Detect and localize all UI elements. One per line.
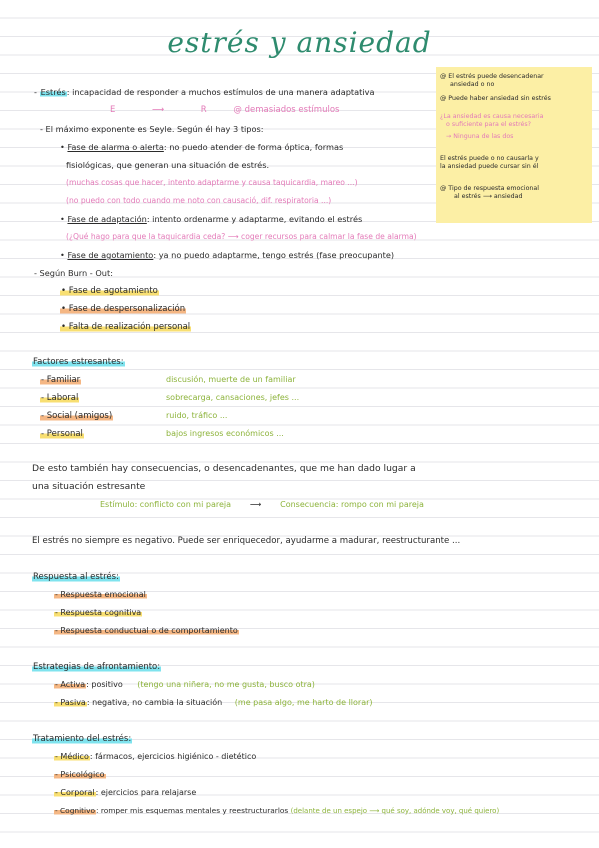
phase-alarma-example: (no puedo con todo cuando me noto con causació, dif. respiratoria ...) [66, 196, 332, 205]
burnout-heading: - Según Burn - Out: [34, 268, 113, 278]
phase-agotamiento-def: : ya no puedo adaptarme, tengo estrés (fase preocupante) [153, 250, 395, 260]
estres-formula [110, 104, 339, 116]
sticky-line: @ Tipo de respuesta emocional [440, 185, 540, 192]
estres-negativo-text: El estrés no siempre es negativo. Puede ser enriquecedor, ayudarme a madurar, reestructurante ... [32, 536, 461, 546]
page-title: estrés y ansiedad [167, 26, 432, 59]
phase-adaptacion-example: (¿Qué hago para que la taquicardia ceda? ⟶ coger recursos para calmar la fase de alarma) [66, 232, 417, 241]
estimulo-text: Estímulo: conflicto con mi pareja [100, 500, 232, 509]
factor-example: bajos ingresos económicos ... [166, 429, 284, 438]
sticky-line: → Ninguna de las dos [446, 133, 514, 140]
phase-agotamiento-term: Fase de agotamiento [67, 250, 154, 260]
factor-label: - Personal [41, 429, 83, 439]
phase-alarma-example: (muchas cosas que hacer, intento adaptarme y causa taquicardia, mareo ...) [66, 178, 358, 187]
tratamiento-item: - Cognitivo: romper mis esquemas mentales y reestructurarlos (delante de un espejo ⟶ qué soy, adónde voy, qué quiero) [55, 806, 500, 815]
tratamiento-item: - Médico: fármacos, ejercicios higiénico - dietético [55, 752, 257, 761]
bullet: • [60, 214, 65, 224]
sticky-line: o suficiente para el estrés? [446, 121, 532, 128]
estres-term: Estrés [40, 87, 66, 97]
sticky-line: El estrés puede o no causarla y [440, 155, 539, 162]
sticky-line: al estrés ⟶ ansiedad [454, 193, 523, 200]
sticky-line: ¿La ansiedad es causa necesaria [440, 113, 544, 120]
sticky-note [436, 67, 592, 223]
respuesta-item: - Respuesta emocional [55, 590, 146, 599]
respuesta-heading: Respuesta al estrés: [33, 572, 119, 582]
phase-alarma-term: Fase de alarma o alerta [67, 142, 164, 152]
respuesta-item: - Respuesta conductual o de comportamiento [55, 626, 238, 635]
bullet: • [60, 142, 65, 152]
phase-adaptacion-term: Fase de adaptación [67, 214, 147, 224]
sticky-line: ansiedad o no [450, 81, 495, 88]
estrategia-label: - Pasiva [55, 698, 86, 707]
tratamiento-example: (delante de un espejo ⟶ qué soy, adónde voy, qué quiero) [290, 807, 500, 815]
estrategia-label: - Activa [55, 680, 86, 689]
bullet: • [60, 250, 65, 260]
formula-note: @ demasiados estímulos [233, 105, 340, 115]
dash: - [34, 87, 37, 97]
tratamiento-heading: Tratamiento del estrés: [33, 734, 132, 744]
estrategia-example: (tengo una niñera, no me gusta, busco otra) [137, 680, 315, 689]
factores-heading: Factores estresantes: [33, 357, 124, 367]
estrategia-text: : negativa, no cambia la situación [86, 698, 223, 707]
factor-label: - Social (amigos) [41, 411, 113, 421]
phase-agotamiento [60, 249, 394, 261]
sticky-line: la ansiedad puede cursar sin él [440, 163, 539, 170]
burnout-item: • Falta de realización personal [61, 322, 191, 332]
respuesta-item: - Respuesta cognitiva [55, 608, 142, 617]
burnout-item: • Fase de agotamiento [61, 286, 158, 296]
formula-arrow: ⟶ [151, 105, 165, 115]
arrow: ⟶ [249, 500, 262, 509]
max-exponent: - El máximo exponente es Seyle. Según él hay 3 tipos: [40, 124, 264, 134]
burnout-item: • Fase de despersonalización [61, 304, 186, 314]
formula-r: R [200, 105, 207, 115]
sticky-line: @ Puede haber ansiedad sin estrés [440, 95, 551, 102]
estres-definition [34, 86, 375, 98]
phase-alarma-def: : no puedo atender de forma óptica, formas [163, 142, 344, 152]
factor-example: sobrecarga, cansaciones, jefes ... [166, 393, 300, 402]
phase-alarma [60, 141, 343, 153]
phase-adaptacion [60, 213, 362, 225]
phase-alarma-def2: fisiológicas, que generan una situación de estrés. [66, 160, 270, 170]
estrategia-text: : positivo [86, 680, 123, 689]
tratamiento-item: - Corporal: ejercicios para relajarse [55, 788, 197, 797]
factor-example: ruido, tráfico ... [166, 411, 228, 420]
phase-adaptacion-def: : intento ordenarme y adaptarme, evitando el estrés [146, 214, 363, 224]
tratamiento-item: - Psicológico [55, 770, 105, 779]
consecuencias-example [100, 499, 424, 511]
consecuencias-line: una situación estresante [32, 481, 146, 492]
consecuencias-line: De esto también hay consecuencias, o desencadenantes, que me han dado lugar a [32, 463, 416, 474]
factor-label: - Familiar [41, 375, 81, 385]
estres-def: : incapacidad de responder a muchos estímulos de una manera adaptativa [66, 87, 375, 97]
sticky-line: @ El estrés puede desencadenar [440, 73, 544, 80]
estrategia-pasiva [54, 697, 373, 709]
consecuencia-text: Consecuencia: rompo con mi pareja [280, 500, 424, 509]
estrategia-activa [54, 679, 315, 691]
factor-example: discusión, muerte de un familiar [166, 375, 296, 384]
formula-e: E [110, 105, 116, 115]
factor-label: - Laboral [41, 393, 79, 403]
estrategias-heading: Estrategias de afrontamiento: [33, 662, 161, 672]
estrategia-example: (me pasa algo, me harto de llorar) [234, 698, 373, 707]
